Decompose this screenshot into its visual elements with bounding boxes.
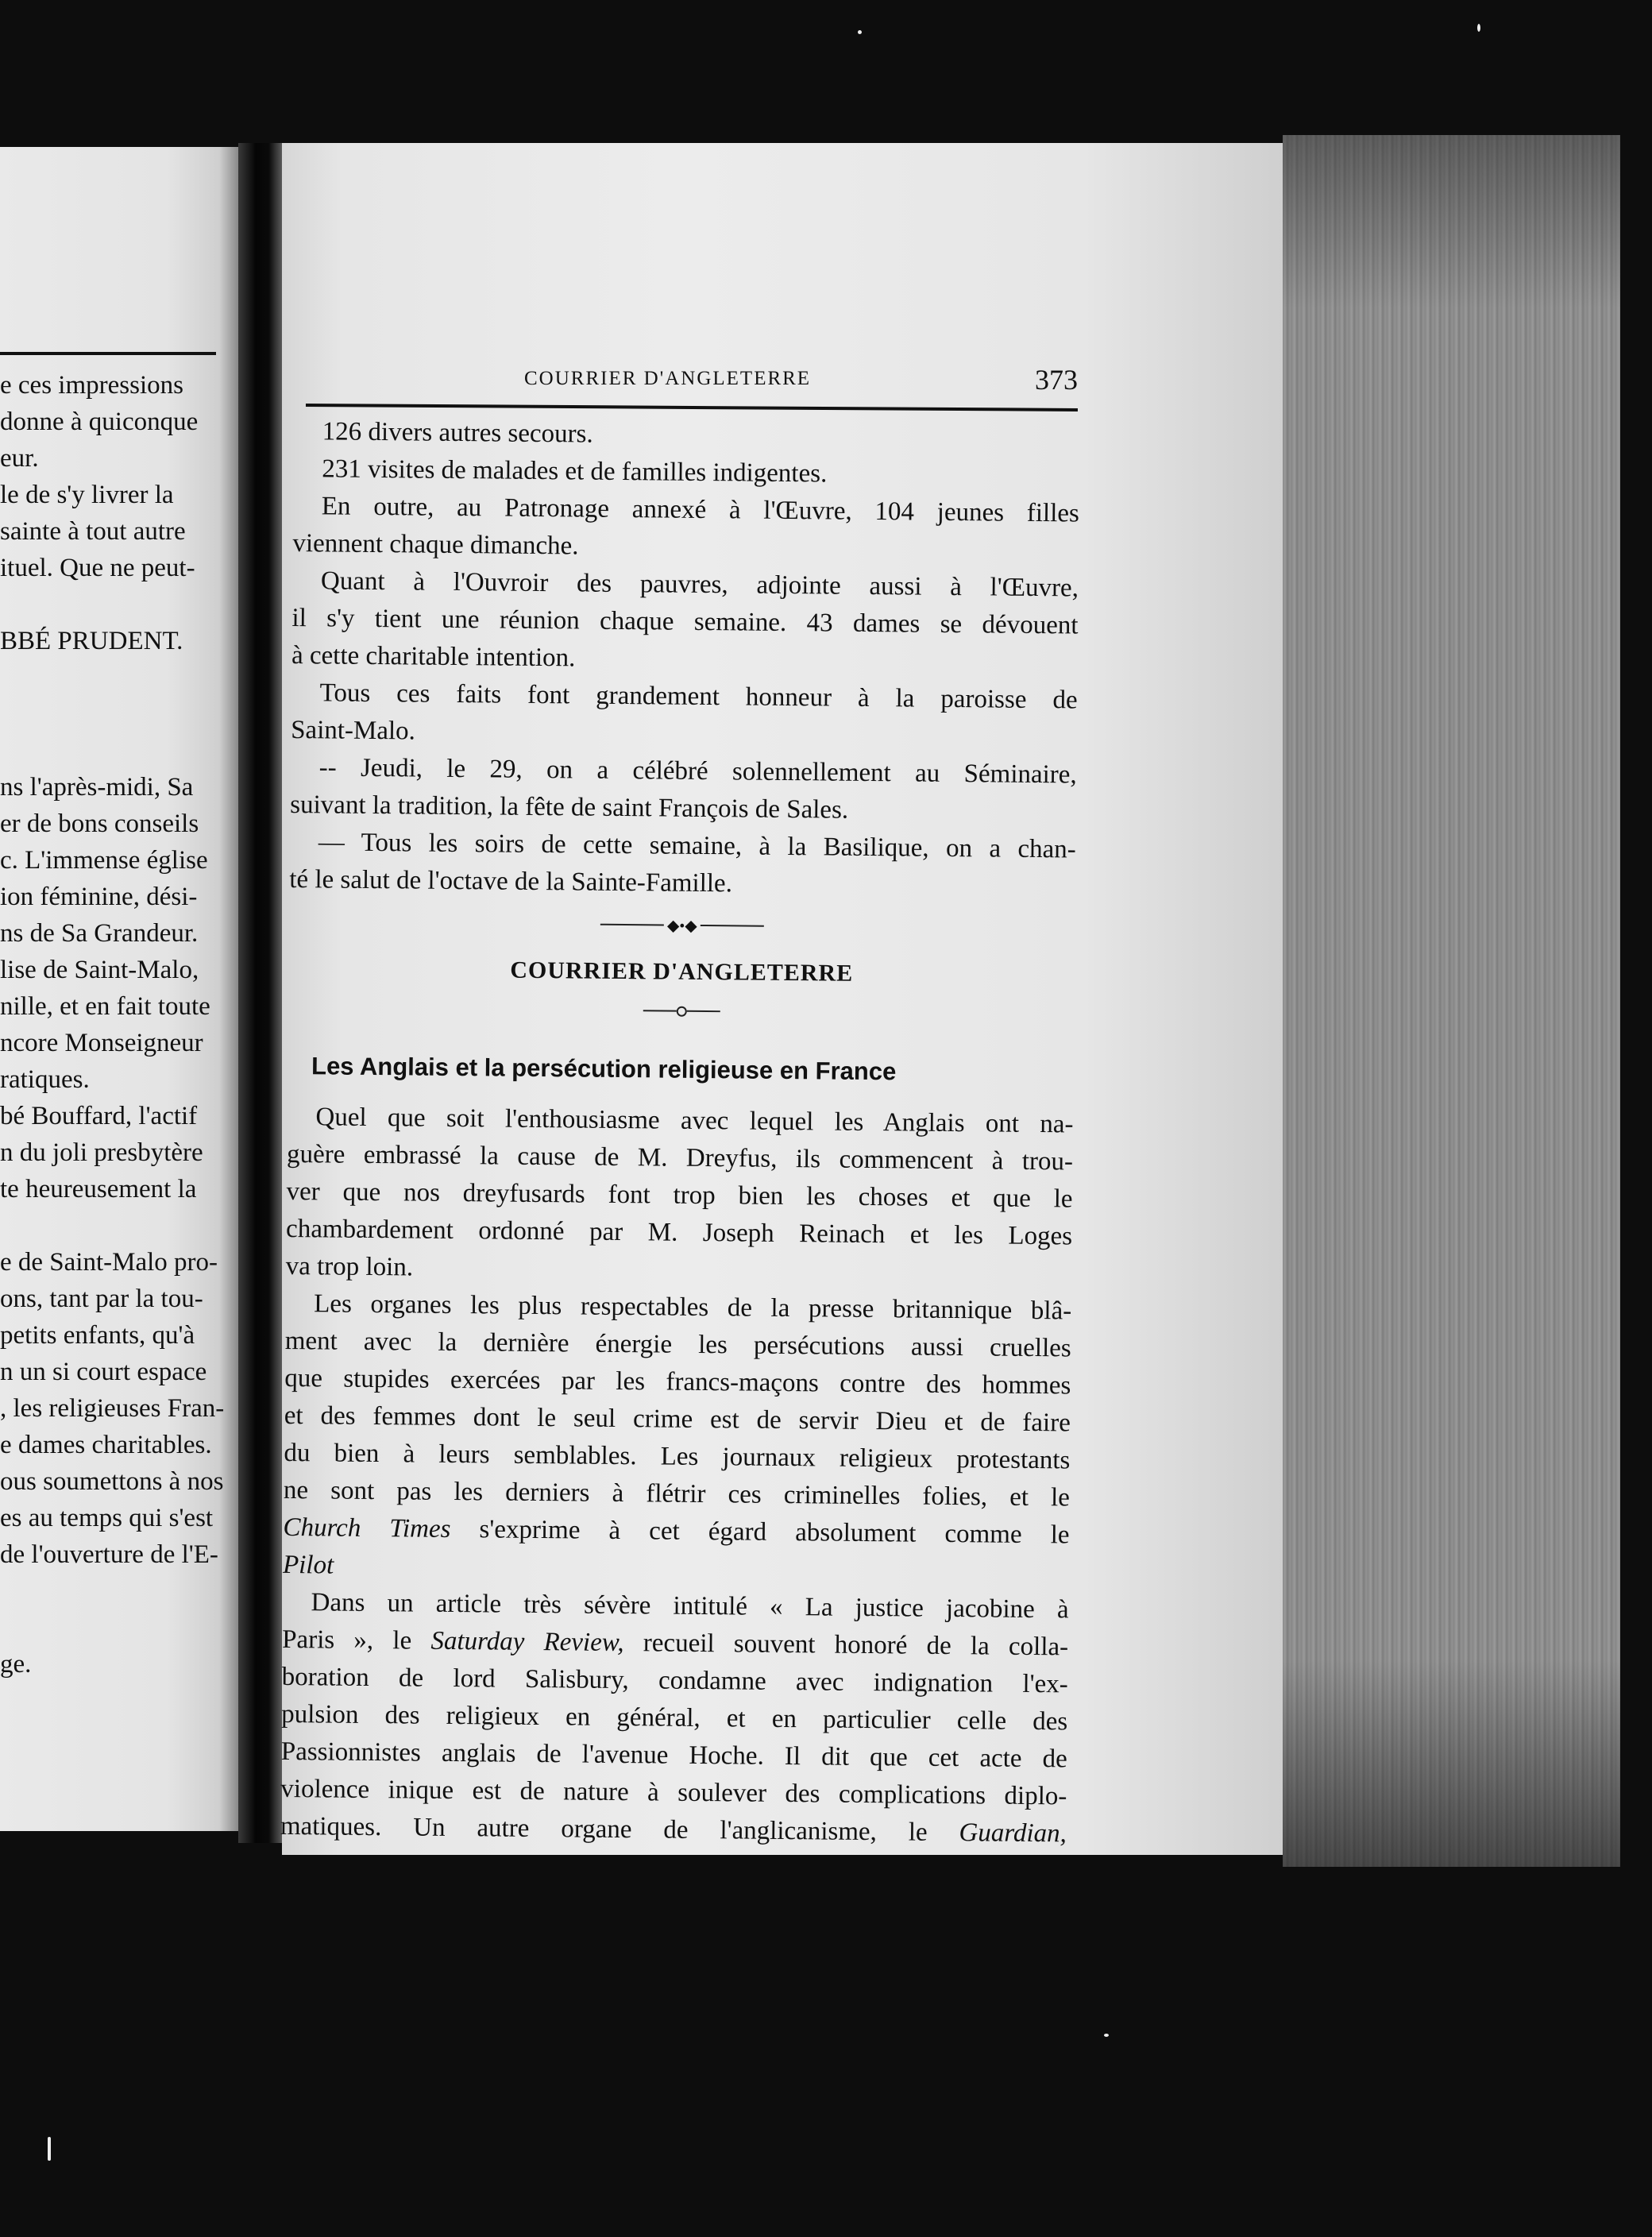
periodical-name: Saturday Review, [430, 1626, 624, 1658]
left-page-text [0, 367, 230, 1683]
text-line: à cette charitable intention. [291, 640, 576, 673]
text-span: recueil souvent honoré de la colla- [623, 1628, 1069, 1662]
article-title: Les Anglais et la persécution religieuse en France [311, 1052, 897, 1086]
left-page-line: le de s'y livrer la [0, 481, 174, 509]
left-page-line: ous soumettons à nos [0, 1467, 224, 1496]
left-page-line: lise de Saint-Malo, [0, 956, 199, 984]
text-line: il s'y tient une réunion chaque semaine. 43 dames se dévouent [291, 603, 1079, 640]
text-line: boration de lord Salisbury, condamne avec indignation l'ex- [281, 1662, 1068, 1699]
periodical-name: Pilot [282, 1550, 334, 1580]
text-line: viennent chaque dimanche. [292, 528, 579, 561]
text-line: va trop loin. [285, 1251, 414, 1282]
text-line: du bien à leurs semblables. Les journaux religieux protestants [284, 1438, 1071, 1475]
dust-speck [1477, 24, 1480, 32]
left-page-line: e de Saint-Malo pro- [0, 1248, 218, 1277]
text-line: Tous ces faits font grandement honneur à la paroisse de [319, 678, 1078, 715]
text-line: suivant la tradition, la fête de saint François de Sales. [290, 790, 849, 825]
text-line: Quel que soit l'enthousiasme avec lequel les Anglais ont na- [315, 1103, 1074, 1139]
left-page-line: er de bons conseils [0, 809, 199, 838]
left-page-line: petits enfants, qu'à [0, 1321, 195, 1350]
left-page-line: ncore Monseigneur [0, 1029, 203, 1057]
left-page-line: n un si court espace [0, 1358, 207, 1386]
text-line: Quant à l'Ouvroir des pauvres, adjointe aussi à l'Œuvre, [320, 566, 1079, 603]
left-page-line: donne à quiconque [0, 408, 199, 436]
text-line: — Tous les soirs de cette semaine, à la Basilique, on a chan- [318, 828, 1076, 864]
left-page-line: n du joli presbytère [0, 1138, 203, 1167]
left-page-line: , les religieuses Fran- [0, 1394, 225, 1423]
left-page-line: sainte à tout autre [0, 517, 186, 546]
left-page-line: ratiques. [0, 1065, 90, 1094]
left-page-line [0, 1573, 230, 1609]
text-line [280, 1808, 1067, 1853]
text-line: guère embrassé la cause de M. Dreyfus, ils commencent à trou- [286, 1139, 1074, 1176]
left-page-line [0, 696, 230, 732]
left-page-line: BBÉ PRUDENT. [0, 627, 183, 655]
text-line: violence inique est de nature à soulever des complications diplo- [280, 1774, 1067, 1811]
left-page-line: ituel. Que ne peut- [0, 554, 195, 582]
text-line: ver que nos dreyfusards font trop bien les choses et que le [286, 1176, 1073, 1214]
left-page-line: ns de Sa Grandeur. [0, 919, 199, 948]
left-page-line: ge. [0, 1650, 32, 1679]
text-span: s'exprime à cet égard absolument comme le [450, 1514, 1070, 1550]
text-line: En outre, au Patronage annexé à l'Œuvre, 104 jeunes filles [321, 492, 1080, 528]
left-page-line: e dames charitables. [0, 1431, 212, 1459]
dust-speck [858, 30, 862, 34]
left-page-line: te heureusement la [0, 1175, 197, 1203]
text-line: 231 visites de malades et de familles indigentes. [322, 454, 828, 489]
text-line: -- Jeudi, le 29, on a célébré solennellement au Séminaire, [318, 753, 1077, 790]
left-page-line [0, 1207, 230, 1244]
book-gutter [238, 143, 282, 1843]
text-line: et des femmes dont le seul crime est de servir Dieu et de faire [284, 1401, 1071, 1438]
section-ornament [289, 898, 1076, 952]
left-page-line: c. L'immense église [0, 846, 208, 875]
ornament-line [701, 925, 764, 927]
text-line: Les organes les plus respectables de la presse britannique blâ- [314, 1289, 1072, 1326]
text-line: Passionnistes anglais de l'avenue Hoche. Il dit que cet acte de [280, 1737, 1067, 1774]
text-line: pulsion des religieux en général, et en particulier celle des [281, 1699, 1068, 1737]
page-body [280, 413, 1080, 1853]
text-line: 126 divers autres secours. [322, 417, 593, 449]
text-line [283, 1509, 1069, 1555]
left-page-line [0, 1609, 230, 1646]
dust-speck [1104, 2034, 1109, 2037]
running-header [306, 361, 1078, 403]
text-line: té le salut de l'octave de la Sainte-Famille. [289, 864, 733, 898]
left-page-line: es au temps qui s'est [0, 1504, 214, 1532]
left-page-line [0, 586, 230, 623]
left-header-rule [0, 352, 216, 355]
ornament-line [600, 924, 664, 926]
page-edges-shade [1283, 135, 1620, 1867]
left-page-line: ons, tant par la tou- [0, 1285, 203, 1313]
left-page-line: bé Bouffard, l'actif [0, 1102, 198, 1130]
text-line: Dans un article très sévère intitulé « La justice jacobine à [311, 1588, 1069, 1625]
running-title: COURRIER D'ANGLETERRE [524, 368, 812, 389]
ornament-line [686, 1010, 720, 1012]
periodical-name: Guardian, [959, 1818, 1067, 1849]
page-number: 373 [1035, 364, 1078, 396]
left-page-line: nille, et en fait toute [0, 992, 210, 1021]
left-page-line: e ces impressions [0, 371, 183, 400]
ornament-circle [676, 1006, 686, 1016]
text-line: Saint-Malo. [290, 715, 416, 746]
left-page-line [0, 659, 230, 696]
ornament-line [643, 1010, 676, 1011]
text-span: Paris », le [282, 1625, 431, 1656]
text-line: que stupides exercées par les francs-maçons contre des hommes [284, 1363, 1071, 1401]
left-page-line: ns l'après-midi, Sa [0, 773, 194, 802]
left-page-line: eur. [0, 444, 39, 473]
ornament-mark: ◆•◆ [666, 917, 697, 935]
left-page-line: de l'ouverture de l'E- [0, 1540, 218, 1569]
left-page-line: ion féminine, dési- [0, 883, 198, 911]
text-line: ne sont pas les derniers à flétrir ces criminelles folies, et le [283, 1475, 1071, 1513]
dust-speck [48, 2137, 51, 2161]
left-page-line [0, 732, 230, 769]
section-title: COURRIER D'ANGLETERRE [510, 956, 854, 987]
periodical-name: Church Times [283, 1513, 451, 1543]
text-line: chambardement ordonné par M. Joseph Reinach et les Loges [285, 1214, 1073, 1251]
text-span: matiques. Un autre organe de l'anglicanisme, le [280, 1811, 959, 1848]
text-line: ment avec la dernière énergie les persécutions aussi cruelles [284, 1326, 1071, 1363]
